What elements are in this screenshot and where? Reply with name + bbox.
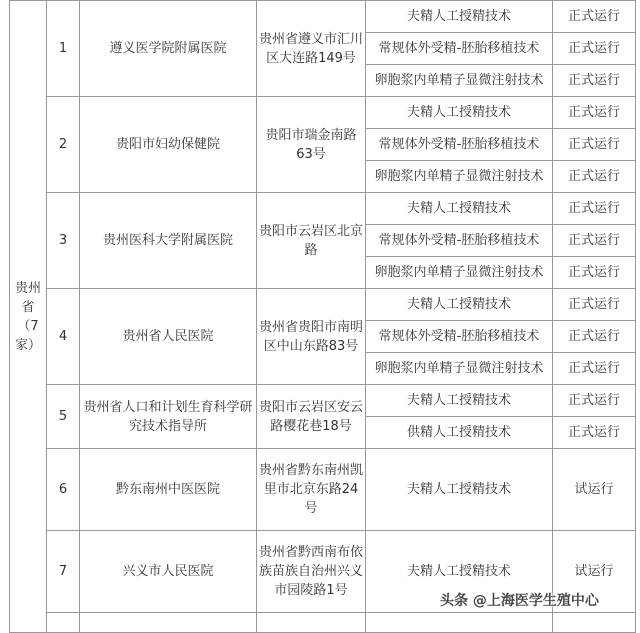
table-row [10, 289, 636, 321]
technology-cell: 夫精人工授精技术 [366, 193, 553, 225]
hospital-address: 贵阳市云岩区安云路樱花巷18号 [257, 385, 366, 449]
status-cell: 正式运行 [553, 353, 636, 385]
table-row [10, 193, 636, 225]
hospital-name: 兴义市人民医院 [80, 531, 257, 613]
technology-cell: 夫精人工授精技术 [366, 1, 553, 33]
technology-cell: 夫精人工授精技术 [366, 289, 553, 321]
hospital-number: 3 [47, 193, 80, 289]
technology-cell: 卵胞浆内单精子显微注射技术 [366, 161, 553, 193]
status-cell: 试运行 [553, 531, 636, 613]
technology-cell: 常规体外受精-胚胎移植技术 [366, 321, 553, 353]
hospital-name: 贵州省人口和计划生育科学研究技术指导所 [80, 385, 257, 449]
hospital-number: 2 [47, 97, 80, 193]
technology-cell: 供精人工授精技术 [366, 417, 553, 449]
hospital-name: 贵州省人民医院 [80, 289, 257, 385]
empty-cell [257, 613, 366, 633]
status-cell: 正式运行 [553, 161, 636, 193]
status-cell: 正式运行 [553, 321, 636, 353]
hospital-name: 贵州医科大学附属医院 [80, 193, 257, 289]
empty-cell [80, 613, 257, 633]
hospital-number: 1 [47, 1, 80, 97]
table-row [10, 1, 636, 33]
status-cell: 正式运行 [553, 1, 636, 33]
hospital-table [9, 0, 636, 633]
watermark: 头条 @上海医学生殖中心 [440, 593, 599, 609]
status-cell: 正式运行 [553, 97, 636, 129]
status-cell: 正式运行 [553, 193, 636, 225]
technology-cell: 夫精人工授精技术 [366, 97, 553, 129]
province-cell: 贵州省（7家） [10, 1, 47, 633]
empty-cell [47, 613, 80, 633]
hospital-address: 贵州省遵义市汇川区大连路149号 [257, 1, 366, 97]
hospital-address: 贵阳市云岩区北京路 [257, 193, 366, 289]
status-cell: 正式运行 [553, 385, 636, 417]
technology-cell: 夫精人工授精技术 [366, 385, 553, 417]
technology-cell: 夫精人工授精技术 [366, 449, 553, 531]
hospital-name: 遵义医学院附属医院 [80, 1, 257, 97]
technology-cell: 常规体外受精-胚胎移植技术 [366, 33, 553, 65]
status-cell: 试运行 [553, 449, 636, 531]
hospital-number: 6 [47, 449, 80, 531]
status-cell: 正式运行 [553, 225, 636, 257]
status-cell: 正式运行 [553, 65, 636, 97]
status-cell: 正式运行 [553, 129, 636, 161]
status-cell: 正式运行 [553, 257, 636, 289]
technology-cell: 卵胞浆内单精子显微注射技术 [366, 257, 553, 289]
hospital-number: 7 [47, 531, 80, 613]
hospital-number: 4 [47, 289, 80, 385]
table-row [10, 449, 636, 531]
hospital-name: 黔东南州中医医院 [80, 449, 257, 531]
hospital-address: 贵阳市瑞金南路63号 [257, 97, 366, 193]
hospital-name: 贵阳市妇幼保健院 [80, 97, 257, 193]
technology-cell: 常规体外受精-胚胎移植技术 [366, 225, 553, 257]
technology-cell: 卵胞浆内单精子显微注射技术 [366, 65, 553, 97]
hospital-address: 贵州省黔西南布依族苗族自治州兴义市园陵路1号 [257, 531, 366, 613]
technology-cell: 夫精人工授精技术 [366, 531, 553, 613]
hospital-address: 贵州省黔东南州凯里市北京东路24号 [257, 449, 366, 531]
table-row [10, 385, 636, 417]
hospital-address: 贵州省贵阳市南明区中山东路83号 [257, 289, 366, 385]
technology-cell: 卵胞浆内单精子显微注射技术 [366, 353, 553, 385]
status-cell: 正式运行 [553, 33, 636, 65]
status-cell: 正式运行 [553, 289, 636, 321]
hospital-number: 5 [47, 385, 80, 449]
technology-cell: 常规体外受精-胚胎移植技术 [366, 129, 553, 161]
table-row [10, 97, 636, 129]
status-cell: 正式运行 [553, 417, 636, 449]
